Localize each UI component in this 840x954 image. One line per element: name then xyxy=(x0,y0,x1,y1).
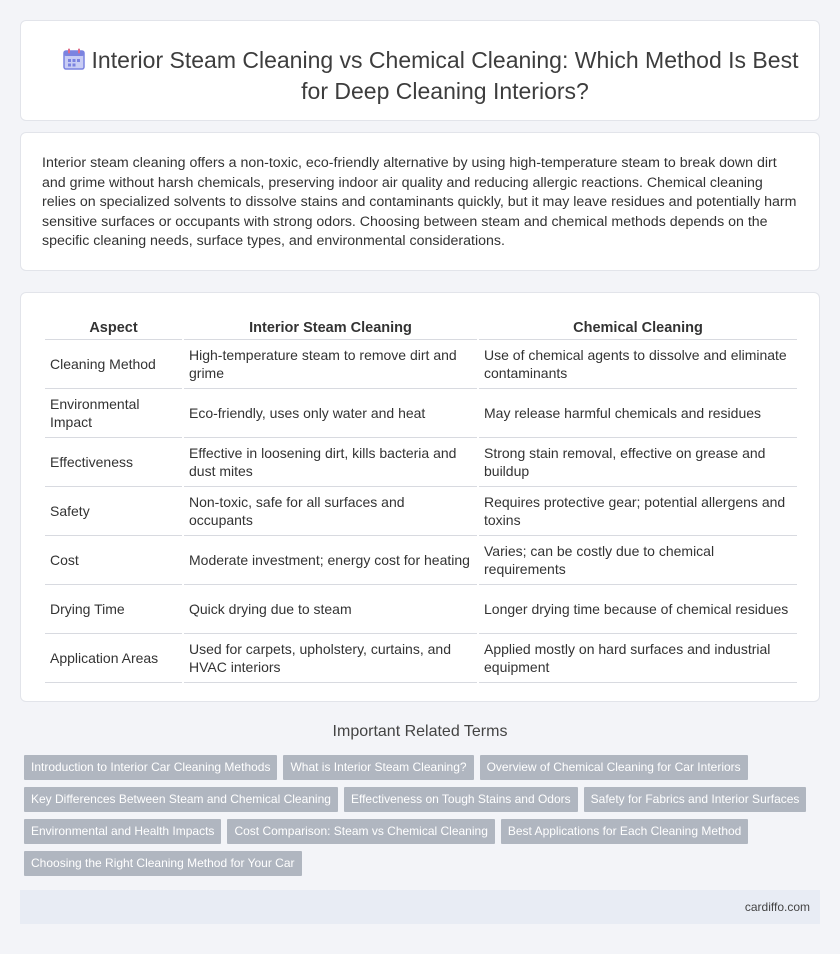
comparison-card xyxy=(20,292,820,702)
cell-aspect: Application Areas xyxy=(45,634,182,683)
header-chemical: Chemical Cleaning xyxy=(479,313,797,340)
footer xyxy=(20,890,820,924)
table-row xyxy=(45,536,797,585)
related-term-tag[interactable]: Key Differences Between Steam and Chemical Cleaning xyxy=(24,787,338,812)
cell-steam: Non-toxic, safe for all surfaces and occupants xyxy=(184,487,477,536)
cell-steam: Used for carpets, upholstery, curtains, and HVAC interiors xyxy=(184,634,477,683)
cell-aspect: Environmental Impact xyxy=(45,389,182,438)
cell-chemical: Varies; can be costly due to chemical requirements xyxy=(479,536,797,585)
cell-steam: Moderate investment; energy cost for heating xyxy=(184,536,477,585)
related-terms-list xyxy=(24,755,824,883)
table-header-row xyxy=(45,313,797,340)
cell-aspect: Cleaning Method xyxy=(45,340,182,389)
related-term-tag[interactable]: Safety for Fabrics and Interior Surfaces xyxy=(584,787,807,812)
cell-chemical: Strong stain removal, effective on grease and buildup xyxy=(479,438,797,487)
cell-steam: Eco-friendly, uses only water and heat xyxy=(184,389,477,438)
title-card xyxy=(20,20,820,121)
related-term-tag[interactable]: Overview of Chemical Cleaning for Car Interiors xyxy=(480,755,748,780)
table-row xyxy=(45,389,797,438)
related-term-tag[interactable]: Cost Comparison: Steam vs Chemical Cleaning xyxy=(227,819,494,844)
cell-aspect: Effectiveness xyxy=(45,438,182,487)
cell-steam: Quick drying due to steam xyxy=(184,585,477,634)
header-steam: Interior Steam Cleaning xyxy=(184,313,477,340)
related-term-tag[interactable]: What is Interior Steam Cleaning? xyxy=(283,755,473,780)
cell-chemical: Use of chemical agents to dissolve and eliminate contaminants xyxy=(479,340,797,389)
cell-chemical: Applied mostly on hard surfaces and industrial equipment xyxy=(479,634,797,683)
intro-card xyxy=(20,132,820,271)
related-terms-heading: Important Related Terms xyxy=(332,723,508,740)
footer-site-link[interactable]: cardiffo.com xyxy=(744,900,810,914)
related-term-tag[interactable]: Environmental and Health Impacts xyxy=(24,819,221,844)
related-term-tag[interactable]: Introduction to Interior Car Cleaning Methods xyxy=(24,755,277,780)
cell-steam: High-temperature steam to remove dirt and grime xyxy=(184,340,477,389)
cell-aspect: Safety xyxy=(45,487,182,536)
cell-chemical: Requires protective gear; potential allergens and toxins xyxy=(479,487,797,536)
related-term-tag[interactable]: Choosing the Right Cleaning Method for Your Car xyxy=(24,851,302,876)
table-row xyxy=(45,634,797,683)
cell-steam: Effective in loosening dirt, kills bacteria and dust mites xyxy=(184,438,477,487)
cell-chemical: Longer drying time because of chemical residues xyxy=(479,585,797,634)
cell-chemical: May release harmful chemicals and residues xyxy=(479,389,797,438)
page-title: Interior Steam Cleaning vs Chemical Cleaning: Which Method Is Best for Deep Cleaning Interiors? xyxy=(91,47,799,104)
related-term-tag[interactable]: Best Applications for Each Cleaning Method xyxy=(501,819,748,844)
cell-aspect: Cost xyxy=(45,536,182,585)
table-row xyxy=(45,340,797,389)
table-row xyxy=(45,585,797,634)
comparison-table xyxy=(43,313,799,683)
table-row xyxy=(45,438,797,487)
table-row xyxy=(45,487,797,536)
intro-paragraph: Interior steam cleaning offers a non-toxic, eco-friendly alternative by using high-temperature steam to break down dirt and grime without harsh chemicals, preserving indoor air quality and reducing allergic reactions. Chemical cleaning relies on specialized solvents to dissolve stains and contaminants quickly, but it may leave residues and potentially harm sensitive surfaces or occupants with strong odors. Choosing between steam and chemical methods depends on the specific cleaning needs, surface types, and environmental considerations. xyxy=(42,155,797,249)
cell-aspect: Drying Time xyxy=(45,585,182,634)
related-term-tag[interactable]: Effectiveness on Tough Stains and Odors xyxy=(344,787,578,812)
header-aspect: Aspect xyxy=(45,313,182,340)
